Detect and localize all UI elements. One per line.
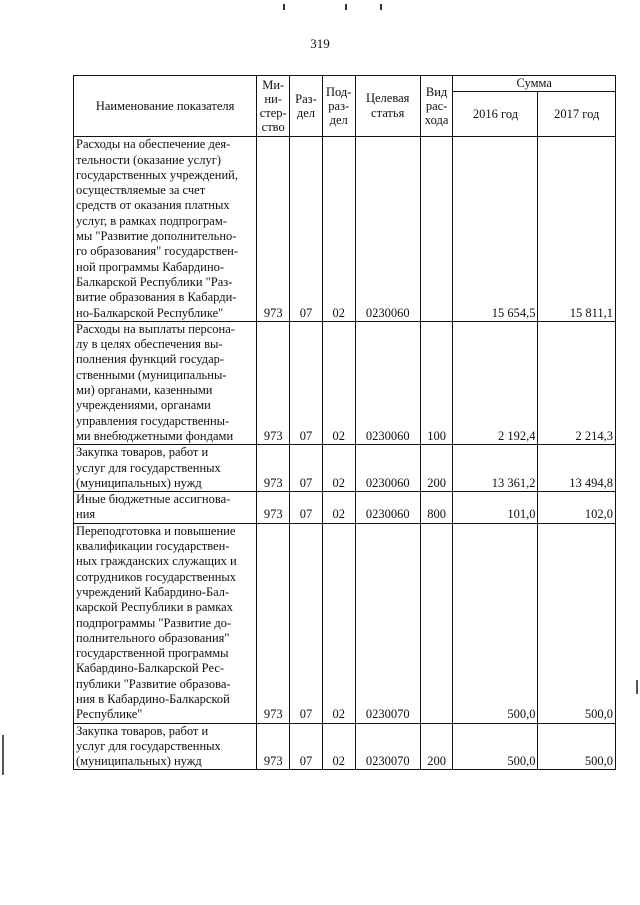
row-target: 0230060 bbox=[355, 137, 420, 322]
row-ministry: 973 bbox=[257, 445, 290, 492]
row-target: 0230060 bbox=[355, 492, 420, 524]
row-2016: 101,0 bbox=[453, 492, 538, 524]
row-subsection: 02 bbox=[322, 321, 355, 444]
row-target: 0230070 bbox=[355, 723, 420, 770]
row-2017: 500,0 bbox=[538, 723, 616, 770]
scan-mark bbox=[283, 4, 285, 10]
row-subsection: 02 bbox=[322, 137, 355, 322]
row-ministry: 973 bbox=[257, 523, 290, 723]
scan-margin-mark bbox=[2, 735, 4, 775]
budget-table bbox=[73, 75, 616, 770]
table-row bbox=[74, 445, 616, 492]
row-expense-type: 100 bbox=[420, 321, 453, 444]
table-row bbox=[74, 523, 616, 723]
header-ministry: Ми- ни- стер- ство bbox=[257, 76, 290, 137]
header-section: Раз- дел bbox=[290, 76, 323, 137]
row-2017: 13 494,8 bbox=[538, 445, 616, 492]
row-section: 07 bbox=[290, 321, 323, 444]
row-expense-type: 200 bbox=[420, 445, 453, 492]
row-expense-type: 200 bbox=[420, 723, 453, 770]
header-expense-type: Вид рас- хода bbox=[420, 76, 453, 137]
row-section: 07 bbox=[290, 723, 323, 770]
row-2017: 102,0 bbox=[538, 492, 616, 524]
scan-margin-mark bbox=[636, 680, 638, 694]
row-name: Переподготовка и повышение квалификации государствен- ных гражданских служащих и сотрудников государственных учреждений Кабардино-Бал- карской Республики в рамках подпрограммы "Развитие до- полнительного образования" государственной программы Кабардино-Балкарской Рес- публики "Развитие образова- ния в Кабардино-Балкарской Республике" bbox=[74, 523, 257, 723]
row-ministry: 973 bbox=[257, 137, 290, 322]
header-year-2016: 2016 год bbox=[453, 92, 538, 137]
page-number: 319 bbox=[310, 36, 330, 51]
header-target: Целевая статья bbox=[355, 76, 420, 137]
row-subsection: 02 bbox=[322, 492, 355, 524]
row-2016: 500,0 bbox=[453, 523, 538, 723]
row-target: 0230060 bbox=[355, 445, 420, 492]
row-2016: 500,0 bbox=[453, 723, 538, 770]
row-2016: 15 654,5 bbox=[453, 137, 538, 322]
row-2017: 500,0 bbox=[538, 523, 616, 723]
header-year-2017: 2017 год bbox=[538, 92, 616, 137]
row-expense-type bbox=[420, 523, 453, 723]
table-header-row bbox=[74, 76, 616, 92]
row-2017: 2 214,3 bbox=[538, 321, 616, 444]
table-row bbox=[74, 723, 616, 770]
row-expense-type bbox=[420, 137, 453, 322]
row-2016: 13 361,2 bbox=[453, 445, 538, 492]
row-2016: 2 192,4 bbox=[453, 321, 538, 444]
row-ministry: 973 bbox=[257, 492, 290, 524]
row-subsection: 02 bbox=[322, 445, 355, 492]
row-target: 0230060 bbox=[355, 321, 420, 444]
header-sum: Сумма bbox=[453, 76, 616, 92]
row-target: 0230070 bbox=[355, 523, 420, 723]
row-section: 07 bbox=[290, 523, 323, 723]
scan-mark bbox=[345, 4, 347, 10]
table-row bbox=[74, 137, 616, 322]
row-name: Закупка товаров, работ и услуг для государственных (муниципальных) нужд bbox=[74, 723, 257, 770]
row-section: 07 bbox=[290, 492, 323, 524]
scan-mark bbox=[380, 4, 382, 10]
scan-artifacts bbox=[0, 4, 640, 18]
row-subsection: 02 bbox=[322, 723, 355, 770]
row-section: 07 bbox=[290, 137, 323, 322]
header-subsection: Под- раз- дел bbox=[322, 76, 355, 137]
header-name: Наименование показателя bbox=[74, 76, 257, 137]
row-2017: 15 811,1 bbox=[538, 137, 616, 322]
row-name: Расходы на выплаты персона- лу в целях обеспечения вы- полнения функций государ- ственными (муниципальны- ми) органами, казенными учреждениями, органами управления государственны- ми внебюджетными фондами bbox=[74, 321, 257, 444]
table-row bbox=[74, 321, 616, 444]
row-subsection: 02 bbox=[322, 523, 355, 723]
row-ministry: 973 bbox=[257, 723, 290, 770]
row-ministry: 973 bbox=[257, 321, 290, 444]
row-expense-type: 800 bbox=[420, 492, 453, 524]
table-row bbox=[74, 492, 616, 524]
row-section: 07 bbox=[290, 445, 323, 492]
row-name: Иные бюджетные ассигнова- ния bbox=[74, 492, 257, 524]
row-name: Расходы на обеспечение дея- тельности (оказание услуг) государственных учреждений, осуществляемые за счет средств от оказания платных услуг, в рамках подпрограм- мы "Развитие дополнительно- го образования" государствен- ной программы Кабардино- Балкарской Республики "Раз- витие образования в Кабарди- но-Балкарской Республике" bbox=[74, 137, 257, 322]
row-name: Закупка товаров, работ и услуг для государственных (муниципальных) нужд bbox=[74, 445, 257, 492]
